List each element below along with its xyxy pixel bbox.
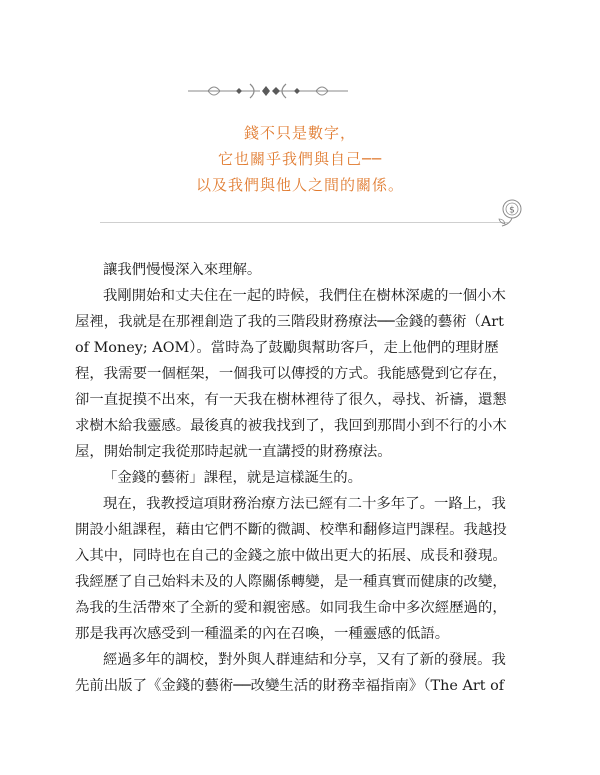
text-line: 「金錢的藝術」課程，就是這樣誕生的。 [103, 470, 363, 486]
svg-text:$: $ [509, 205, 515, 216]
quote-line: 它也關乎我們與自己── [217, 150, 383, 168]
section-divider [100, 222, 508, 223]
paragraph [75, 283, 527, 465]
dollar-flower-icon [496, 196, 528, 232]
text-line: 經過多年的調校，對外與人群連結和分享，又有了新的發展。我 [103, 652, 506, 668]
text-line: 現在，我教授這項財務治療方法已經有二十多年了。一路上，我 [103, 496, 506, 512]
text-line: 讓我們慢慢深入來理解。 [103, 262, 262, 278]
paragraph [75, 647, 527, 699]
text-line: 那是我再次感受到一種溫柔的內在召喚，一種靈感的低語。 [75, 626, 450, 642]
text-line: 屋，開始制定我從那時起就一直講授的財務療法。 [75, 444, 392, 460]
paragraph [75, 257, 527, 283]
text-line: 程，我需要一個框架，一個我可以傳授的方式。我能感覺到它存在， [75, 366, 507, 382]
vine-ornament-icon [188, 80, 348, 102]
text-line: 為我的生活帶來了全新的愛和親密感。如同我生命中多次經歷過的， [75, 600, 507, 616]
text-line: of Money; AOM）。當時為了鼓勵與幫助客戶，走上他們的理財歷 [75, 340, 499, 356]
paragraph [75, 491, 527, 647]
pull-quote [0, 120, 600, 198]
text-line: 先前出版了《金錢的藝術──改變生活的財務幸福指南》（The Art of [75, 678, 505, 694]
text-line: 我經歷了自己始料未及的人際關係轉變，是一種真實而健康的改變， [75, 574, 507, 590]
paragraph [75, 465, 527, 491]
quote-line: 以及我們與他人之間的關係。 [195, 176, 404, 194]
text-line: 求樹木給我靈感。最後真的被我找到了，我回到那間小到不行的小木 [75, 418, 507, 434]
quote-line: 錢不只是數字， [243, 124, 356, 142]
text-line: 屋裡，我就是在那裡創造了我的三階段財務療法──金錢的藝術（Art [75, 314, 504, 330]
text-line: 卻一直捉摸不出來，有一天我在樹林裡待了很久，尋找、祈禱，還懇 [75, 392, 507, 408]
text-line: 入其中，同時也在自己的金錢之旅中做出更大的拓展、成長和發現。 [75, 548, 507, 564]
text-line: 開設小組課程，藉由它們不斷的微調、校準和翻修這門課程。我越投 [75, 522, 507, 538]
body-text [75, 257, 527, 699]
text-line: 我剛開始和丈夫住在一起的時候，我們住在樹林深處的一個小木 [103, 288, 506, 304]
